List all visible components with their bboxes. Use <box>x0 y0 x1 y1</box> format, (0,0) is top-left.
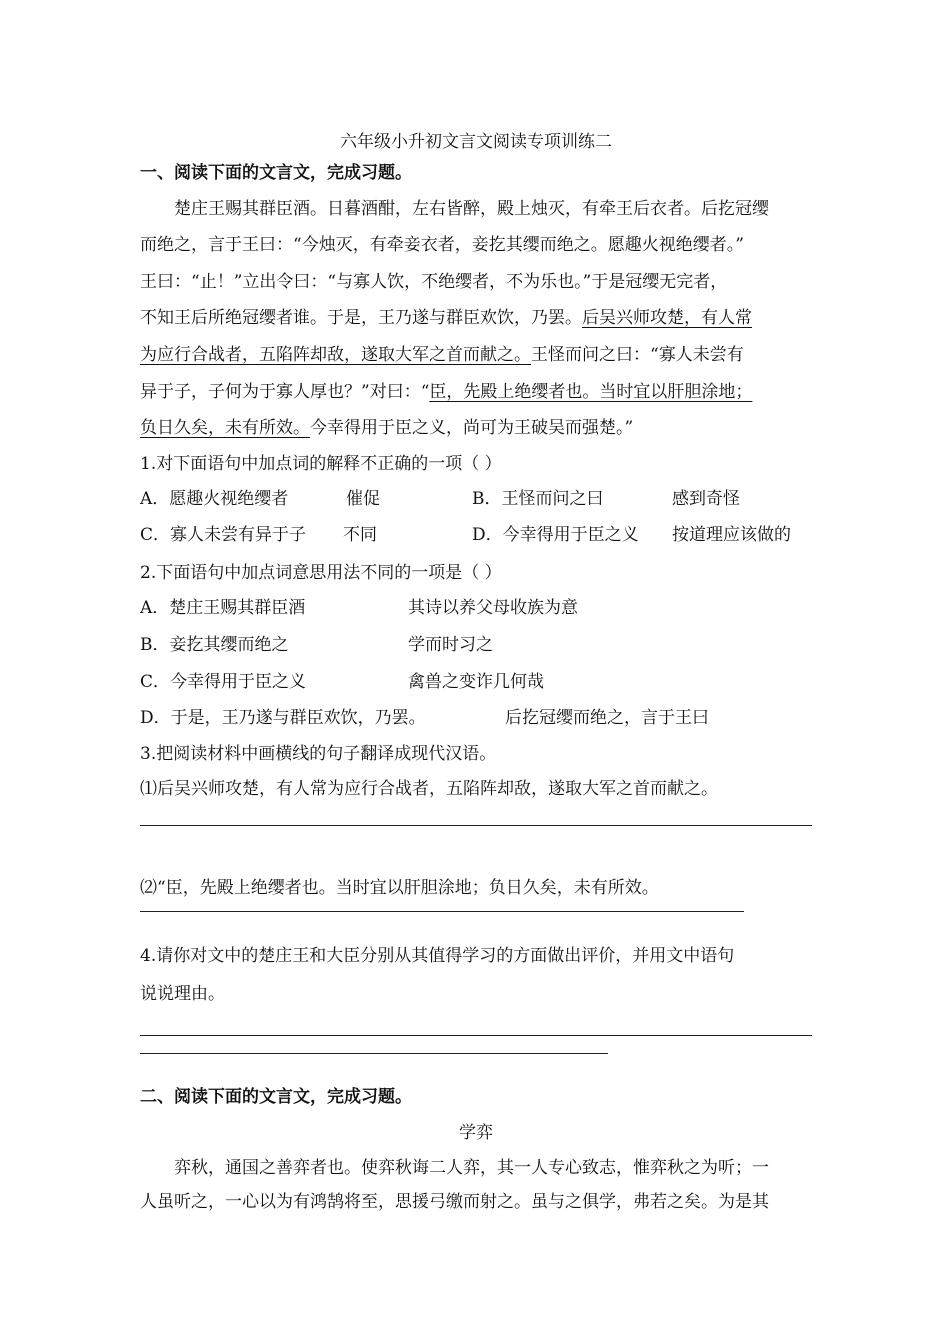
section2-heading: 二、阅读下面的文言文，完成习题。 <box>140 1087 412 1107</box>
option-text: C．寡人未尝有 <box>140 525 256 545</box>
option-text: 火视绝缨者 <box>203 489 289 509</box>
dotted-word: 之 <box>272 672 290 692</box>
q2-option-b-compare <box>408 633 812 657</box>
passage-line <box>140 306 812 330</box>
option-text: 诗以养父母收族为意 <box>425 598 578 618</box>
question-4-line: 说说理由。 <box>140 984 225 1004</box>
option-text: D． <box>140 708 171 728</box>
dotted-word: 于 <box>658 708 675 728</box>
q1-option-b-answer: 感到奇怪 <box>672 489 740 509</box>
q2-option-d-compare <box>505 706 812 730</box>
dotted-word: 其 <box>237 598 255 618</box>
passage-line: 而绝之，言于王曰：“今烛灭，有牵妾衣者，妾扢其缨而绝之。愿趣火视绝缨者。” <box>140 235 744 255</box>
underlined-sentence-1: 为应行合战者，五陷阵却敌，遂取大军之首而献之。 <box>140 345 531 365</box>
option-text: C．今幸得用于臣 <box>140 672 273 692</box>
section1-heading: 一、阅读下面的文言文，完成习题。 <box>140 163 412 183</box>
option-text: 群臣酒 <box>254 598 306 618</box>
dotted-word: 怪 <box>518 489 536 509</box>
passage-text: 不知王后所绝冠缨者谁。于是，王乃遂与群臣欢饮，乃罢。 <box>140 308 582 328</box>
q3-sentence-2: ⑵“臣，先殿上绝缨者也。当时宜以肝胆涂地；负日久矣，未有所效。 <box>140 878 659 898</box>
option-text: 王曰 <box>675 708 709 728</box>
question-2-stem: 2.下面语句中加点词意思用法不同的一项是（ ） <box>140 563 502 583</box>
dotted-word: 其 <box>408 598 425 618</box>
option-text: 后扢冠缨而绝之，言 <box>505 708 658 728</box>
answer-line[interactable] <box>140 1035 812 1036</box>
passage-line: 王曰：“止！”立出令曰：“与寡人饮，不绝缨者，不为乐也。”于是冠缨无完者， <box>140 272 728 292</box>
q1-option-b <box>472 487 672 511</box>
dotted-word: 趣 <box>186 489 204 509</box>
q1-option-a-answer: 催促 <box>346 489 380 509</box>
passage-title: 学弈 <box>459 1123 493 1143</box>
option-text: A．楚庄王赐 <box>140 598 238 618</box>
option-text: 是，王乃遂与群臣欢饮，乃罢。 <box>187 708 426 728</box>
passage-line: 楚庄王赐其群臣酒。日暮酒酣，左右皆醉，殿上烛灭，有牵王后衣者。后扢冠缨 <box>174 199 769 219</box>
option-text: D．今幸得用于臣之 <box>472 525 622 545</box>
q3-sentence-1: ⑴后吴兴师攻楚，有人常为应行合战者，五陷阵却敌，遂取大军之首而献之。 <box>140 779 718 799</box>
underlined-sentence-2: 臣，先殿上绝缨者也。当时宜以肝胆涂地； <box>429 382 753 402</box>
option-text: 禽兽 <box>408 672 442 692</box>
question-4-line: 4.请你对文中的楚庄王和大臣分别从其值得学习的方面做出评价，并用文中语句 <box>140 946 735 966</box>
passage-line <box>140 380 812 404</box>
answer-line[interactable] <box>140 1053 608 1054</box>
dotted-word: 义 <box>621 525 639 545</box>
passage-line: 人虽听之，一心以为有鸿鹄将至，思援弓缴而射之。虽与之俱学，弗若之矣。为是其 <box>140 1192 769 1212</box>
dotted-word: 之 <box>476 635 493 655</box>
question-1-stem: 1.对下面语句中加点词的解释不正确的一项（ ） <box>140 454 502 474</box>
question-3-stem: 3.把阅读材料中画横线的句子翻译成现代汉语。 <box>140 744 497 764</box>
dotted-word: 之 <box>271 635 289 655</box>
answer-line[interactable] <box>140 911 744 912</box>
dotted-word: 异 <box>255 525 273 545</box>
passage-line <box>140 343 812 367</box>
option-text: 而问之曰 <box>535 489 604 509</box>
q1-option-d <box>472 523 672 547</box>
option-text: A．愿 <box>140 489 187 509</box>
option-text: 学而时习 <box>408 635 476 655</box>
underlined-sentence-1: 后吴兴师攻楚，有人常 <box>582 308 752 328</box>
passage-text: 今幸得用于臣之义，尚可为王破吴而强楚。” <box>310 418 634 438</box>
dotted-word: 于 <box>170 708 188 728</box>
passage-text: 异于子，子何为于寡人厚也？”对曰：“ <box>140 382 430 402</box>
passage-line: 弈秋，通国之善弈者也。使弈秋诲二人弈，其一人专心致志，惟弈秋之为听；一 <box>174 1158 769 1178</box>
q2-option-c-compare <box>408 670 812 694</box>
q1-option-d-answer: 按道理应该做的 <box>672 525 791 545</box>
q1-option-c-answer: 不同 <box>343 525 377 545</box>
option-text: 于子 <box>272 525 307 545</box>
page-title: 六年级小升初文言文阅读专项训练二 <box>340 132 612 152</box>
underlined-sentence-2: 负日久矣，未有所效。 <box>140 418 310 438</box>
option-text: B．妾扢其缨而绝 <box>140 635 272 655</box>
passage-line <box>140 416 812 440</box>
option-text: B．王 <box>472 489 519 509</box>
dotted-word: 之 <box>442 672 459 692</box>
option-text: 义 <box>289 672 307 692</box>
option-text: 变诈几何哉 <box>459 672 544 692</box>
q2-option-a-compare <box>408 596 812 620</box>
answer-line[interactable] <box>140 825 812 826</box>
passage-text: 王怪而问之曰：“寡人未尝有 <box>531 345 744 365</box>
